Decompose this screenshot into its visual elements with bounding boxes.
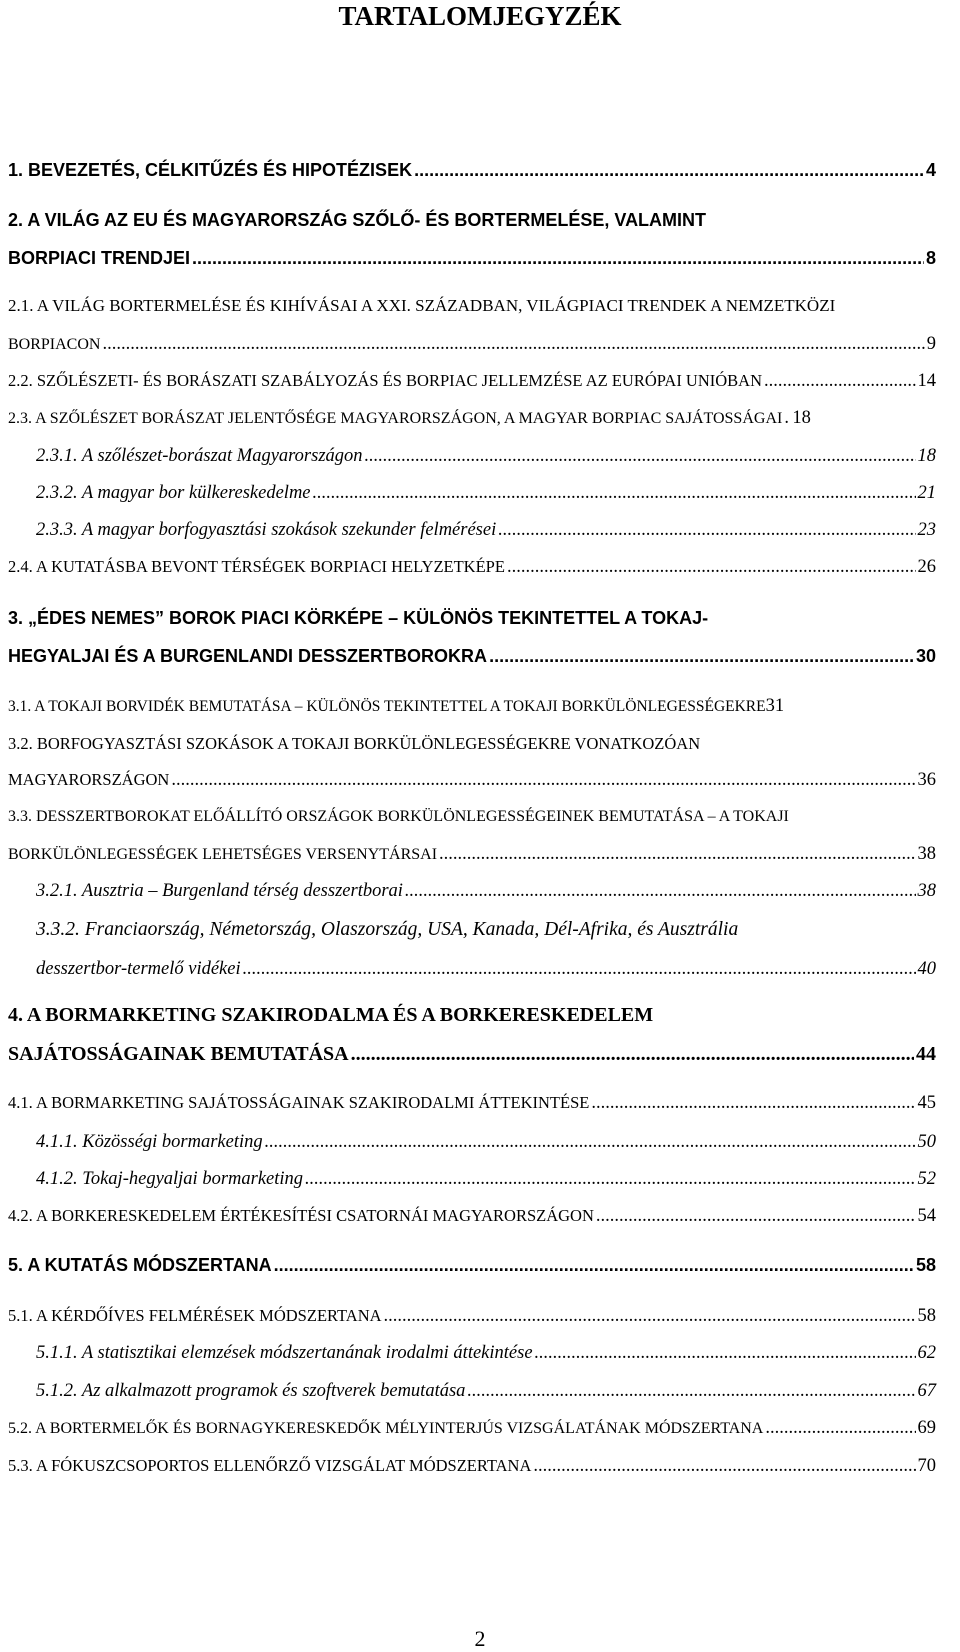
toc-entry-2-4[interactable] <box>8 553 936 581</box>
toc-entry-4-2[interactable] <box>8 1202 936 1230</box>
leader-dots <box>596 1202 916 1230</box>
toc-page-number: 50 <box>917 1132 936 1152</box>
leader-dots <box>439 840 915 868</box>
leader-dots <box>384 1302 916 1330</box>
leader-dots <box>305 1165 915 1193</box>
leader-dots <box>102 330 924 358</box>
leader-dots <box>507 553 916 581</box>
toc-entry-1[interactable] <box>8 156 936 184</box>
toc-entry-text: 2.4. A KUTATÁSBA BEVONT TÉRSÉGEK BORPIACI HELYZETKÉPE <box>8 557 505 576</box>
toc-entry-3-3-2-line1[interactable]: 3.3.2. Franciaország, Németország, Olaszország, USA, Kanada, Dél-Afrika, és Ausztrália <box>36 919 739 940</box>
toc-page-number: 30 <box>915 646 936 666</box>
leader-dots <box>414 156 924 184</box>
leader-dots <box>764 367 915 395</box>
toc-entry-3-3[interactable] <box>8 840 936 869</box>
toc-page-number: 18 <box>792 408 811 428</box>
toc-page-number: 45 <box>917 1093 936 1113</box>
toc-entry-text: 3.2.1. Ausztria – Burgenland térség desszertborai <box>36 881 403 901</box>
toc-entry-5[interactable] <box>8 1251 936 1279</box>
leader-dots <box>313 479 916 507</box>
toc-entry-text: 5.1.1. A statisztikai elemzések módszertanának irodalmi áttekintése <box>36 1343 533 1363</box>
toc-entry-text: BORKÜLÖNLEGESSÉGEK LEHETSÉGES VERSENYTÁRSAI <box>8 846 438 863</box>
leader-dots <box>489 642 914 670</box>
toc-page-number: 14 <box>917 371 936 391</box>
toc-entry-2[interactable] <box>8 244 936 272</box>
toc-page-number: 9 <box>926 334 936 354</box>
leader-dots <box>533 1452 915 1480</box>
toc-entry-text: 2.3.1. A szőlészet-borászat Magyarországon <box>36 446 363 466</box>
toc-page-number: 18 <box>917 446 936 466</box>
toc-entry-3[interactable] <box>8 642 936 670</box>
leader-dots <box>765 1414 915 1442</box>
leader-dots <box>365 442 916 470</box>
toc-entry-2-2[interactable] <box>8 367 936 395</box>
leader-dots <box>591 1089 915 1117</box>
toc-entry-2-3[interactable] <box>8 404 936 433</box>
toc-page-number: 8 <box>925 248 936 268</box>
toc-page-number: 21 <box>917 483 936 503</box>
page-number: 2 <box>474 1626 486 1651</box>
toc-entry-text: 4.1.1. Közösségi bormarketing <box>36 1132 263 1152</box>
toc-entry-3-line1[interactable]: 3. „ÉDES NEMES” BOROK PIACI KÖRKÉPE – KÜLÖNÖS TEKINTETTEL A TOKAJ- <box>8 608 709 628</box>
toc-entry-text: 5.3. A FÓKUSZCSOPORTOS ELLENŐRZŐ VIZSGÁLAT MÓDSZERTANA <box>8 1456 532 1475</box>
toc-entry-text: 2.3.2. A magyar bor külkereskedelme <box>36 483 311 503</box>
toc-entry-2-1-line1[interactable]: 2.1. A VILÁG BORTERMELÉSE ÉS KIHÍVÁSAI A XXI. SZÁZADBAN, VILÁGPIACI TRENDEK A NEMZETKÖZI <box>8 296 836 315</box>
toc-entry-2-3-2[interactable] <box>36 479 936 507</box>
toc-page-number: 40 <box>917 959 936 979</box>
leader-dots <box>274 1251 914 1279</box>
toc-entry-3-3-2[interactable] <box>36 955 936 983</box>
leader-dots <box>498 516 915 544</box>
toc-entry-text: SAJÁTOSSÁGAINAK BEMUTATÁSA <box>8 1043 349 1065</box>
toc-entry-3-1[interactable] <box>8 692 936 721</box>
toc-entry-4-1[interactable] <box>8 1089 936 1117</box>
leader-dots <box>171 766 915 794</box>
toc-entry-text: 4.1. A BORMARKETING SAJÁTOSSÁGAINAK SZAKIRODALMI ÁTTEKINTÉSE <box>8 1093 590 1112</box>
leader-dots <box>467 1377 915 1405</box>
leader-dots <box>535 1339 916 1367</box>
toc-page-number: 52 <box>917 1169 936 1189</box>
leader-dots <box>784 404 790 432</box>
toc-page-number: 44 <box>916 1043 936 1065</box>
toc-entry-text: desszertbor-termelő vidékei <box>36 959 241 979</box>
toc-page-number: 31 <box>765 696 785 716</box>
toc-entry-text: 5.1.2. Az alkalmazott programok és szoftverek bemutatása <box>36 1381 466 1401</box>
toc-entry-text: MAGYARORSZÁGON <box>8 770 170 789</box>
toc-entry-text: 4.2. A BORKERESKEDELEM ÉRTÉKESÍTÉSI CSATORNÁI MAGYARORSZÁGON <box>8 1206 594 1225</box>
leader-dots <box>405 877 916 905</box>
toc-entry-text: 5.2. A BORTERMELŐK ÉS BORNAGYKERESKEDŐK MÉLYINTERJÚS VIZSGÁLATÁNAK MÓDSZERTANA <box>8 1420 764 1437</box>
toc-entry-text: 2.3.3. A magyar borfogyasztási szokások szekunder felmérései <box>36 520 497 540</box>
toc-entry-text: 4.1.2. Tokaj-hegyaljai bormarketing <box>36 1169 304 1189</box>
toc-entry-text: 3.1. A TOKAJI BORVIDÉK BEMUTATÁSA – KÜLÖNÖS TEKINTETTEL A TOKAJI BORKÜLÖNLEGESSÉGEKRE <box>8 698 766 715</box>
toc-page-number: 54 <box>917 1206 936 1226</box>
toc-entry-5-1-2[interactable] <box>36 1377 936 1405</box>
toc-entry-2-1[interactable] <box>8 330 936 359</box>
toc-page-number: 23 <box>917 520 936 540</box>
toc-entry-text: 2.3. A SZŐLÉSZET BORÁSZAT JELENTŐSÉGE MAGYARORSZÁGON, A MAGYAR BORPIAC SAJÁTOSSÁGAI <box>8 410 783 427</box>
toc-entry-4[interactable] <box>8 1040 936 1068</box>
leader-dots <box>265 1128 916 1156</box>
toc-entry-5-1-1[interactable] <box>36 1339 936 1367</box>
toc-page-number: 38 <box>917 844 936 864</box>
toc-entry-5-3[interactable] <box>8 1452 936 1480</box>
toc-page-number: 58 <box>915 1255 936 1275</box>
toc-page-number: 4 <box>925 160 936 180</box>
toc-entry-2-line1[interactable]: 2. A VILÁG AZ EU ÉS MAGYARORSZÁG SZŐLŐ- ÉS BORTERMELÉSE, VALAMINT <box>8 210 707 230</box>
toc-entry-5-2[interactable] <box>8 1414 936 1443</box>
toc-entry-5-1[interactable] <box>8 1302 936 1330</box>
toc-page-number: 36 <box>917 770 936 790</box>
toc-page-number: 58 <box>917 1306 936 1326</box>
toc-page-number: 69 <box>917 1418 936 1438</box>
toc-entry-text: BORPIACON <box>8 336 101 353</box>
toc-entry-4-line1[interactable]: 4. A BORMARKETING SZAKIRODALMA ÉS A BORKERESKEDELEM <box>8 1004 654 1026</box>
leader-dots <box>192 244 924 272</box>
toc-entry-2-3-1[interactable] <box>36 442 936 470</box>
toc-entry-3-2-line1[interactable]: 3.2. BORFOGYASZTÁSI SZOKÁSOK A TOKAJI BORKÜLÖNLEGESSÉGEKRE VONATKOZÓAN <box>8 734 701 753</box>
leader-dots <box>243 955 916 983</box>
toc-entry-text: HEGYALJAI ÉS A BURGENLANDI DESSZERTBOROKRA <box>8 646 488 666</box>
toc-entry-4-1-1[interactable] <box>36 1128 936 1156</box>
toc-entry-3-3-line1[interactable]: 3.3. DESSZERTBOROKAT ELŐÁLLÍTÓ ORSZÁGOK BORKÜLÖNLEGESSÉGEINEK BEMUTATÁSA – A TOKAJI <box>8 808 789 825</box>
toc-entry-3-2-1[interactable] <box>36 877 936 905</box>
toc-entry-text: 5.1. A KÉRDŐÍVES FELMÉRÉSEK MÓDSZERTANA <box>8 1306 382 1325</box>
toc-entry-text: 1. BEVEZETÉS, CÉLKITŰZÉS ÉS HIPOTÉZISEK <box>8 160 413 180</box>
toc-page-number: 67 <box>917 1381 936 1401</box>
toc-page-number: 26 <box>917 557 936 577</box>
toc-entry-4-1-2[interactable] <box>36 1165 936 1193</box>
toc-entry-2-3-3[interactable] <box>36 516 936 544</box>
toc-entry-text: BORPIACI TRENDJEI <box>8 248 191 268</box>
toc-page-number: 62 <box>917 1343 936 1363</box>
toc-page-number: 38 <box>917 881 936 901</box>
toc-entry-text: 5. A KUTATÁS MÓDSZERTANA <box>8 1255 272 1275</box>
toc-page-number: 70 <box>917 1456 936 1476</box>
leader-dots <box>351 1040 914 1068</box>
toc-title: TARTALOMJEGYZÉK <box>338 1 622 31</box>
toc-entry-3-2[interactable] <box>8 766 936 794</box>
toc-entry-text: 2.2. SZŐLÉSZETI- ÉS BORÁSZATI SZABÁLYOZÁS ÉS BORPIAC JELLEMZÉSE AZ EURÓPAI UNIÓBAN <box>8 371 763 390</box>
